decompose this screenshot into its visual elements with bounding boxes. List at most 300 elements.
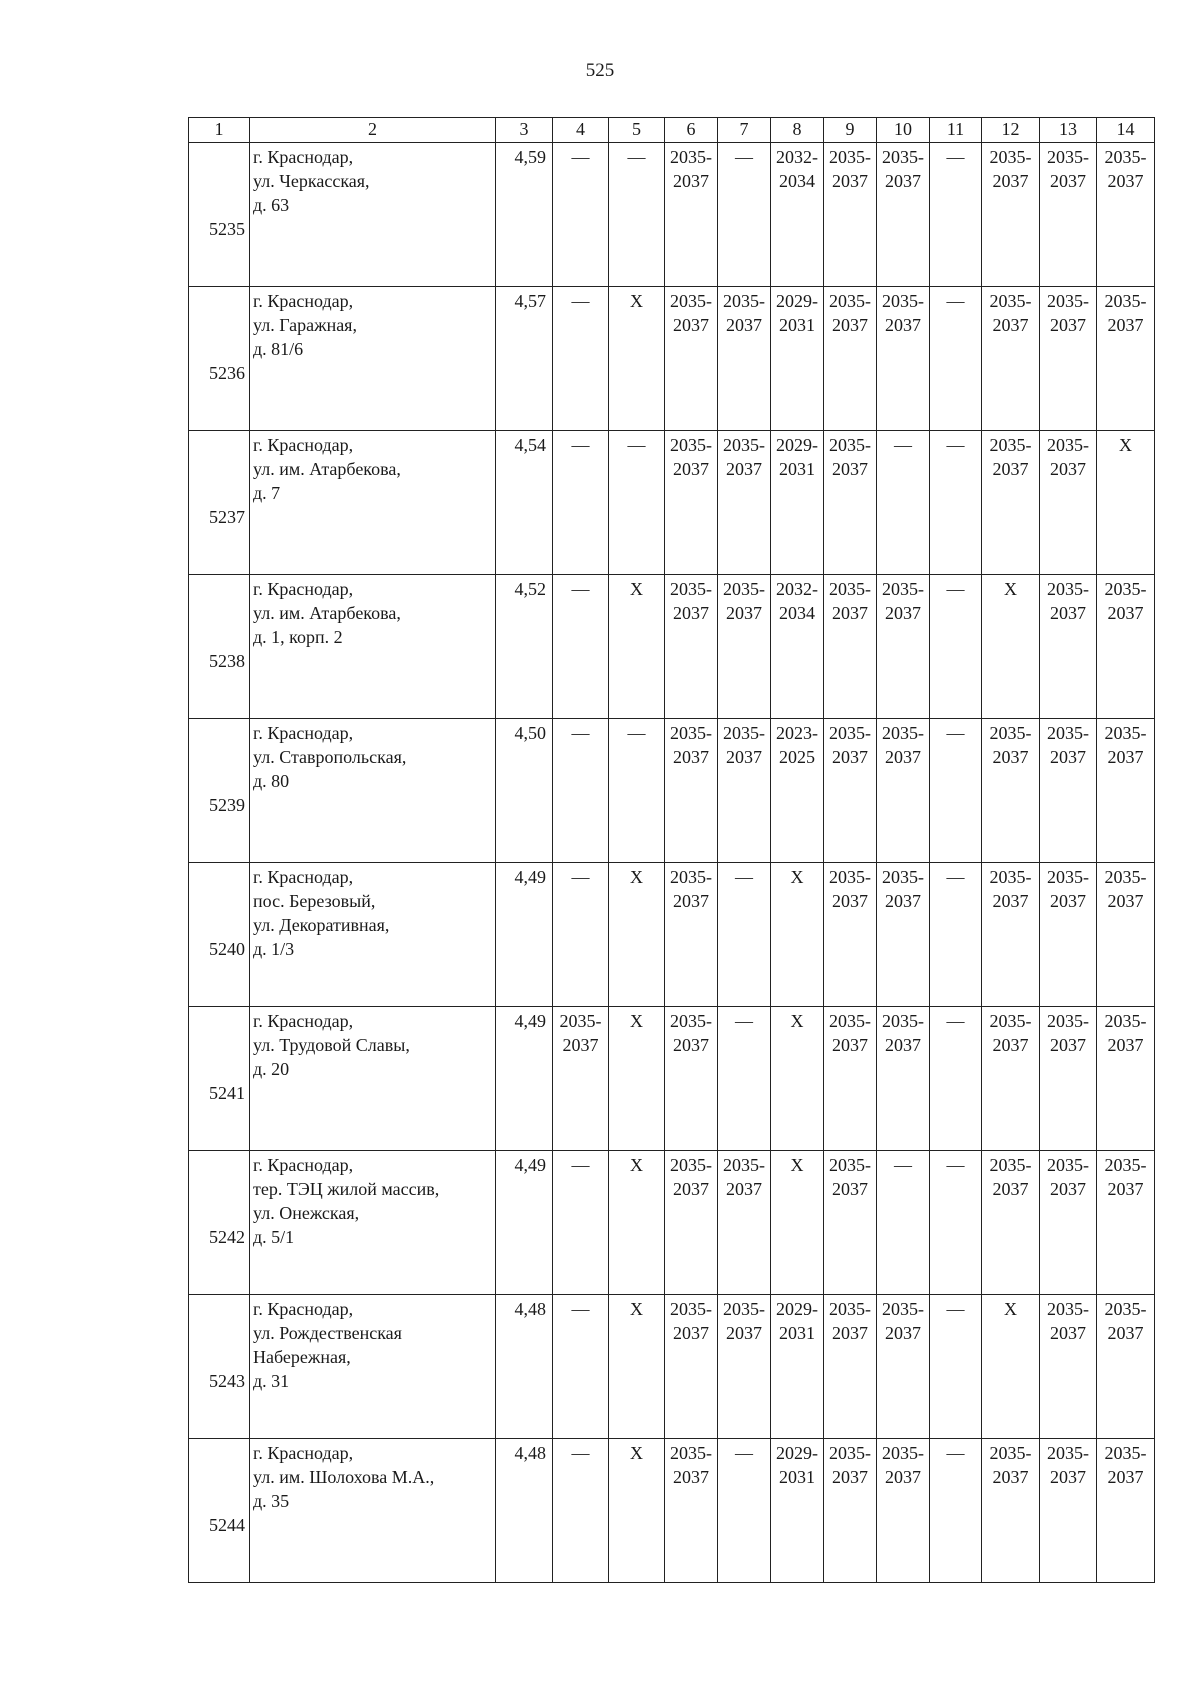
cell-line: X [1119, 435, 1132, 455]
cell-line: 2035- [829, 579, 871, 599]
value-cell-col-4 [553, 143, 609, 287]
cell-line: 2037 [1050, 171, 1086, 191]
row-number: 5243 [189, 1295, 250, 1439]
cell-line: — [946, 579, 965, 599]
cell-line: 2037 [1050, 1323, 1086, 1343]
value-cell-col-10 [877, 1151, 930, 1295]
cell-line: X [790, 867, 804, 887]
cell-line: 2037 [726, 459, 762, 479]
value-cell-col-5 [609, 143, 665, 287]
value-cell-col-6 [665, 431, 718, 575]
cell-line: 2037 [885, 747, 921, 767]
address-cell [250, 1439, 496, 1583]
value-cell-col-3: 4,50 [496, 719, 553, 863]
cell-line: 2037 [1107, 891, 1144, 911]
cell-line: — [571, 1155, 590, 1175]
value-cell-col-9 [824, 431, 877, 575]
value-cell-col-3: 4,57 [496, 287, 553, 431]
cell-line: 2035- [723, 435, 765, 455]
address-line: д. 80 [253, 771, 290, 791]
value-cell-col-11 [930, 143, 982, 287]
address-line: ул. Черкасская, [253, 171, 370, 191]
cell-line: 2037 [1107, 1467, 1144, 1487]
value-cell-col-11 [930, 1151, 982, 1295]
cell-line: X [630, 579, 643, 599]
value-cell-col-13 [1040, 863, 1097, 1007]
cell-line: 2035- [1047, 291, 1089, 311]
address-line: ул. им. Шолохова М.А., [253, 1467, 435, 1487]
cell-line: 2035- [989, 147, 1032, 167]
cell-line: 2037 [1107, 171, 1144, 191]
cell-line: 2035- [882, 291, 924, 311]
cell-line: 2037 [1107, 603, 1144, 623]
value-cell-col-9 [824, 1007, 877, 1151]
cell-line: — [894, 435, 912, 455]
address-line: тер. ТЭЦ жилой массив, [253, 1179, 440, 1199]
column-header-13: 13 [1040, 118, 1097, 143]
address-line: ул. Декоративная, [253, 915, 390, 935]
cell-line: 2035- [1104, 1011, 1147, 1031]
cell-line: 2035- [670, 1155, 712, 1175]
page-number: 525 [585, 60, 615, 81]
cell-line: 2035- [723, 1155, 765, 1175]
cell-line: 2037 [992, 315, 1029, 335]
cell-line: — [735, 147, 753, 167]
value-cell-col-6 [665, 1007, 718, 1151]
value-cell-col-10 [877, 863, 930, 1007]
value-cell-col-11 [930, 575, 982, 719]
value-cell-col-3: 4,49 [496, 863, 553, 1007]
value-cell-col-6 [665, 575, 718, 719]
column-header-2: 2 [250, 118, 496, 143]
column-header-14: 14 [1097, 118, 1155, 143]
value-cell-col-3: 4,48 [496, 1439, 553, 1583]
cell-line: 2037 [992, 891, 1029, 911]
cell-line: 2037 [1050, 315, 1086, 335]
value-cell-col-14 [1097, 863, 1155, 1007]
cell-line: 2035- [989, 723, 1032, 743]
cell-line: 2035- [829, 723, 871, 743]
cell-line: 2037 [832, 1467, 868, 1487]
value-cell-col-4 [553, 719, 609, 863]
address-cell [250, 431, 496, 575]
value-cell-col-5 [609, 863, 665, 1007]
address-line: г. Краснодар, [253, 1443, 354, 1463]
table-row [189, 143, 1155, 287]
cell-line: 2035- [989, 291, 1032, 311]
cell-line: X [630, 1443, 643, 1463]
value-cell-col-10 [877, 287, 930, 431]
cell-line: 2037 [726, 603, 762, 623]
value-cell-col-14 [1097, 431, 1155, 575]
cell-line: 2029- [776, 1299, 818, 1319]
value-cell-col-7 [718, 575, 771, 719]
cell-line: 2037 [1050, 1179, 1086, 1199]
cell-line: 2031 [779, 1467, 815, 1487]
cell-line: — [571, 867, 590, 887]
cell-line: 2035- [1104, 1443, 1147, 1463]
cell-line: 2035- [1047, 435, 1089, 455]
cell-line: 2029- [776, 291, 818, 311]
table-row [189, 1151, 1155, 1295]
cell-line: 2035- [670, 1443, 712, 1463]
cell-line: 2037 [1050, 1035, 1086, 1055]
column-header-9: 9 [824, 118, 877, 143]
cell-line: 2037 [673, 747, 709, 767]
cell-line: 2035- [829, 435, 871, 455]
value-cell-col-14 [1097, 719, 1155, 863]
address-line: г. Краснодар, [253, 1155, 354, 1175]
cell-line: 2031 [779, 315, 815, 335]
cell-line: 2035- [1047, 1443, 1089, 1463]
cell-line: 2035- [1047, 867, 1089, 887]
row-number: 5237 [189, 431, 250, 575]
column-header-1: 1 [189, 118, 250, 143]
value-cell-col-4 [553, 575, 609, 719]
address-line: г. Краснодар, [253, 147, 354, 167]
column-header-5: 5 [609, 118, 665, 143]
value-cell-col-12 [982, 1151, 1040, 1295]
value-cell-col-9 [824, 1439, 877, 1583]
cell-line: 2034 [779, 171, 815, 191]
address-line: ул. Онежская, [253, 1203, 360, 1223]
value-cell-col-10 [877, 719, 930, 863]
cell-line: 2037 [1050, 459, 1086, 479]
cell-line: 2035- [989, 1443, 1032, 1463]
cell-line: 2035- [1047, 1299, 1089, 1319]
cell-line: — [946, 1011, 965, 1031]
value-cell-col-13 [1040, 1151, 1097, 1295]
value-cell-col-10 [877, 1295, 930, 1439]
cell-line: — [735, 1443, 753, 1463]
cell-line: 2035- [670, 723, 712, 743]
cell-line: X [630, 867, 643, 887]
cell-line: 2037 [885, 315, 921, 335]
cell-line: 2034 [779, 603, 815, 623]
cell-line: 2037 [832, 315, 868, 335]
cell-line: 2035- [989, 435, 1032, 455]
cell-line: 2035- [1104, 291, 1147, 311]
cell-line: 2037 [832, 1179, 868, 1199]
value-cell-col-7 [718, 1295, 771, 1439]
cell-line: 2035- [829, 1011, 871, 1031]
value-cell-col-5 [609, 1007, 665, 1151]
cell-line: 2035- [882, 867, 924, 887]
cell-line: 2035- [670, 435, 712, 455]
address-line: г. Краснодар, [253, 291, 354, 311]
cell-line: — [627, 435, 646, 455]
value-cell-col-7 [718, 431, 771, 575]
cell-line: — [735, 867, 753, 887]
address-line: д. 1, корп. 2 [253, 627, 343, 647]
value-cell-col-14 [1097, 1007, 1155, 1151]
cell-line: 2035- [1104, 723, 1147, 743]
cell-line: 2037 [885, 891, 921, 911]
cell-line: X [630, 291, 643, 311]
value-cell-col-12 [982, 863, 1040, 1007]
value-cell-col-6 [665, 143, 718, 287]
value-cell-col-8 [771, 1151, 824, 1295]
table-row [189, 1295, 1155, 1439]
value-cell-col-13 [1040, 431, 1097, 575]
cell-line: 2025 [779, 747, 815, 767]
address-line: г. Краснодар, [253, 579, 354, 599]
value-cell-col-13 [1040, 1295, 1097, 1439]
column-header-7: 7 [718, 118, 771, 143]
cell-line: — [946, 147, 965, 167]
cell-line: 2037 [992, 1035, 1029, 1055]
cell-line: 2029- [776, 435, 818, 455]
cell-line: — [571, 291, 590, 311]
cell-line: X [790, 1011, 804, 1031]
value-cell-col-9 [824, 575, 877, 719]
value-cell-col-14 [1097, 1151, 1155, 1295]
address-line: д. 81/6 [253, 339, 304, 359]
row-number: 5240 [189, 863, 250, 1007]
cell-line: 2037 [885, 1467, 921, 1487]
cell-line: 2035- [829, 1299, 871, 1319]
address-line: д. 20 [253, 1059, 290, 1079]
cell-line: 2031 [779, 459, 815, 479]
value-cell-col-3: 4,48 [496, 1295, 553, 1439]
cell-line: 2037 [885, 603, 921, 623]
value-cell-col-7 [718, 143, 771, 287]
value-cell-col-11 [930, 719, 982, 863]
value-cell-col-5 [609, 1439, 665, 1583]
address-line: г. Краснодар, [253, 1011, 354, 1031]
value-cell-col-10 [877, 143, 930, 287]
cell-line: 2037 [832, 891, 868, 911]
cell-line: 2037 [832, 1035, 868, 1055]
cell-line: 2035- [1104, 147, 1147, 167]
address-line: ул. им. Атарбекова, [253, 459, 401, 479]
value-cell-col-9 [824, 1295, 877, 1439]
cell-line: 2035- [670, 291, 712, 311]
table-body [189, 143, 1155, 1583]
cell-line: 2035- [1104, 1155, 1147, 1175]
value-cell-col-13 [1040, 575, 1097, 719]
cell-line: 2037 [726, 1179, 762, 1199]
cell-line: 2035- [829, 867, 871, 887]
value-cell-col-13 [1040, 719, 1097, 863]
cell-line: 2037 [832, 603, 868, 623]
address-line: г. Краснодар, [253, 435, 354, 455]
cell-line: 2037 [992, 1467, 1029, 1487]
value-cell-col-13 [1040, 287, 1097, 431]
value-cell-col-12 [982, 143, 1040, 287]
cell-line: 2037 [885, 1035, 921, 1055]
value-cell-col-13 [1040, 1439, 1097, 1583]
cell-line: 2035- [989, 1011, 1032, 1031]
address-cell [250, 575, 496, 719]
cell-line: X [630, 1155, 643, 1175]
value-cell-col-13 [1040, 143, 1097, 287]
cell-line: — [946, 723, 965, 743]
address-cell [250, 1007, 496, 1151]
row-number: 5241 [189, 1007, 250, 1151]
value-cell-col-5 [609, 719, 665, 863]
value-cell-col-6 [665, 719, 718, 863]
cell-line: 2035- [1104, 1299, 1147, 1319]
cell-line: 2035- [1047, 723, 1089, 743]
value-cell-col-12 [982, 1007, 1040, 1151]
value-cell-col-7 [718, 1439, 771, 1583]
cell-line: 2035- [1047, 579, 1089, 599]
value-cell-col-4 [553, 1007, 609, 1151]
cell-line: 2037 [992, 171, 1029, 191]
table-row [189, 287, 1155, 431]
cell-line: 2035- [882, 1011, 924, 1031]
cell-line: — [735, 1011, 753, 1031]
address-line: ул. Гаражная, [253, 315, 357, 335]
cell-line: 2037 [885, 1323, 921, 1343]
cell-line: — [571, 1299, 590, 1319]
cell-line: 2037 [562, 1035, 599, 1055]
cell-line: 2037 [832, 171, 868, 191]
cell-line: — [571, 579, 590, 599]
cell-line: 2035- [882, 147, 924, 167]
cell-line: 2037 [1107, 1179, 1144, 1199]
cell-line: — [894, 1155, 912, 1175]
cell-line: X [1004, 1299, 1017, 1319]
cell-line: 2037 [1107, 1035, 1144, 1055]
address-line: г. Краснодар, [253, 723, 354, 743]
cell-line: 2037 [1050, 1467, 1086, 1487]
cell-line: X [790, 1155, 804, 1175]
cell-line: 2035- [829, 1443, 871, 1463]
cell-line: 2031 [779, 1323, 815, 1343]
address-line: ул. Ставропольская, [253, 747, 407, 767]
value-cell-col-9 [824, 143, 877, 287]
value-cell-col-3: 4,52 [496, 575, 553, 719]
column-header-3: 3 [496, 118, 553, 143]
value-cell-col-3: 4,49 [496, 1151, 553, 1295]
value-cell-col-7 [718, 719, 771, 863]
cell-line: X [630, 1011, 643, 1031]
cell-line: 2035- [1047, 1155, 1089, 1175]
value-cell-col-4 [553, 1439, 609, 1583]
cell-line: 2037 [832, 459, 868, 479]
value-cell-col-5 [609, 1151, 665, 1295]
cell-line: 2035- [829, 1155, 871, 1175]
value-cell-col-11 [930, 863, 982, 1007]
value-cell-col-10 [877, 431, 930, 575]
cell-line: 2037 [832, 747, 868, 767]
column-header-4: 4 [553, 118, 609, 143]
cell-line: — [946, 867, 965, 887]
cell-line: — [946, 435, 965, 455]
cell-line: 2023- [776, 723, 818, 743]
cell-line: 2035- [723, 723, 765, 743]
cell-line: X [1004, 579, 1017, 599]
cell-line: 2037 [992, 1179, 1029, 1199]
cell-line: 2035- [829, 291, 871, 311]
value-cell-col-6 [665, 1295, 718, 1439]
value-cell-col-4 [553, 863, 609, 1007]
value-cell-col-11 [930, 1295, 982, 1439]
table-row [189, 1439, 1155, 1583]
cell-line: — [946, 291, 965, 311]
cell-line: — [946, 1299, 965, 1319]
value-cell-col-5 [609, 431, 665, 575]
row-number: 5239 [189, 719, 250, 863]
row-number: 5238 [189, 575, 250, 719]
address-line: пос. Березовый, [253, 891, 376, 911]
address-cell [250, 1295, 496, 1439]
table-row [189, 431, 1155, 575]
value-cell-col-10 [877, 1007, 930, 1151]
column-header-12: 12 [982, 118, 1040, 143]
data-table [188, 117, 1155, 1583]
cell-line: 2037 [673, 1467, 709, 1487]
value-cell-col-12 [982, 575, 1040, 719]
value-cell-col-7 [718, 863, 771, 1007]
cell-line: 2037 [1050, 747, 1086, 767]
column-header-10: 10 [877, 118, 930, 143]
value-cell-col-8 [771, 575, 824, 719]
address-line: Набережная, [253, 1347, 351, 1367]
address-cell [250, 287, 496, 431]
cell-line: 2037 [673, 1035, 709, 1055]
cell-line: 2037 [673, 603, 709, 623]
value-cell-col-11 [930, 1439, 982, 1583]
cell-line: 2035- [989, 867, 1032, 887]
value-cell-col-7 [718, 287, 771, 431]
cell-line: 2035- [989, 1155, 1032, 1175]
value-cell-col-8 [771, 863, 824, 1007]
cell-line: 2037 [673, 459, 709, 479]
cell-line: 2035- [670, 1011, 712, 1031]
cell-line: — [627, 723, 646, 743]
cell-line: 2037 [992, 747, 1029, 767]
row-number: 5236 [189, 287, 250, 431]
cell-line: 2035- [829, 147, 871, 167]
value-cell-col-12 [982, 1295, 1040, 1439]
value-cell-col-12 [982, 431, 1040, 575]
cell-line: 2035- [1047, 147, 1089, 167]
cell-line: 2035- [670, 1299, 712, 1319]
cell-line: — [571, 723, 590, 743]
address-line: ул. им. Атарбекова, [253, 603, 401, 623]
cell-line: 2035- [723, 291, 765, 311]
address-line: д. 35 [253, 1491, 290, 1511]
row-number: 5244 [189, 1439, 250, 1583]
value-cell-col-8 [771, 719, 824, 863]
value-cell-col-8 [771, 1007, 824, 1151]
value-cell-col-8 [771, 143, 824, 287]
table-row [189, 575, 1155, 719]
value-cell-col-11 [930, 1007, 982, 1151]
value-cell-col-6 [665, 1151, 718, 1295]
column-header-6: 6 [665, 118, 718, 143]
address-line: г. Краснодар, [253, 867, 354, 887]
cell-line: — [946, 1443, 965, 1463]
value-cell-col-5 [609, 287, 665, 431]
cell-line: 2035- [1104, 579, 1147, 599]
cell-line: 2035- [1104, 867, 1147, 887]
cell-line: 2032- [776, 579, 818, 599]
cell-line: 2035- [670, 147, 712, 167]
value-cell-col-6 [665, 287, 718, 431]
value-cell-col-3: 4,59 [496, 143, 553, 287]
value-cell-col-10 [877, 1439, 930, 1583]
value-cell-col-8 [771, 1439, 824, 1583]
address-cell [250, 143, 496, 287]
address-line: д. 31 [253, 1371, 290, 1391]
value-cell-col-5 [609, 575, 665, 719]
address-line: д. 1/3 [253, 939, 295, 959]
cell-line: 2035- [882, 579, 924, 599]
